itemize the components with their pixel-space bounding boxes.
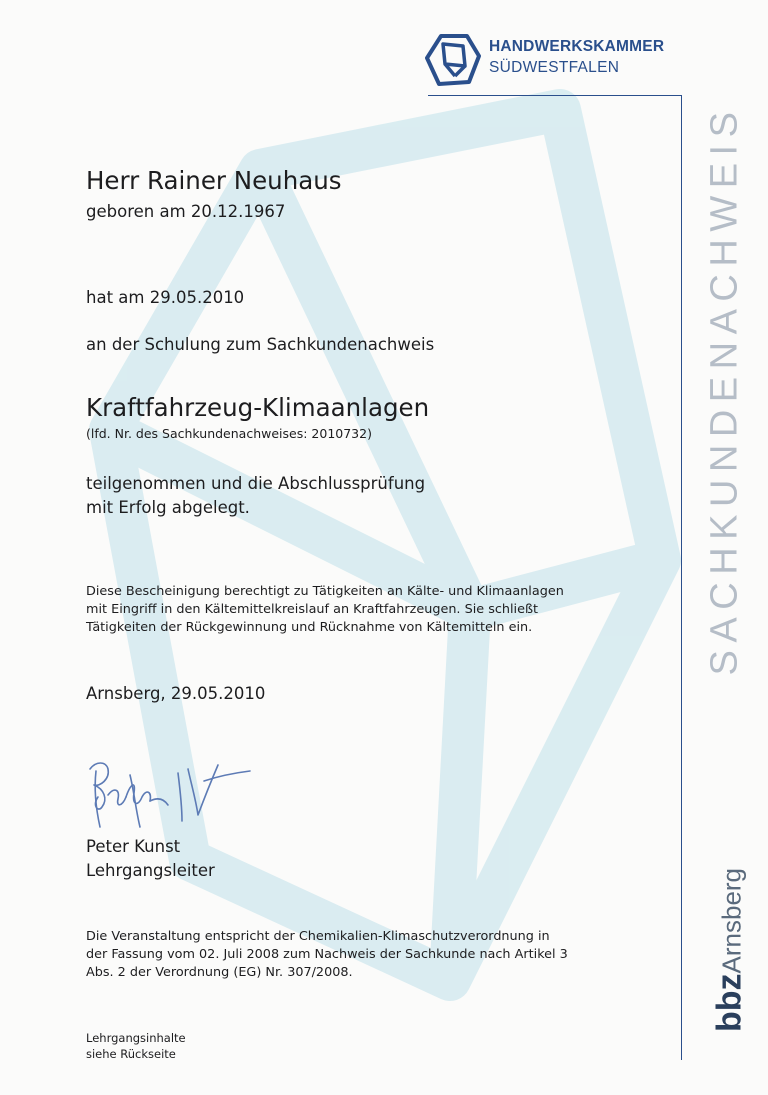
contents-line: siehe Rückseite [86, 1047, 176, 1061]
result-line-2: mit Erfolg abgelegt. [86, 498, 250, 517]
training-date: hat am 29.05.2010 [86, 288, 245, 307]
frame-top-line [428, 95, 682, 96]
course-contents-note [86, 1030, 186, 1062]
reference-number: (lfd. Nr. des Sachkundenachweises: 2010732) [86, 426, 372, 441]
birth-date: geboren am 20.12.1967 [86, 202, 286, 221]
course-line: an der Schulung zum Sachkundenachweis [86, 335, 435, 354]
place-and-date: Arnsberg, 29.05.2010 [86, 684, 266, 703]
org-name-line1: HANDWERKSKAMMER [489, 38, 665, 55]
recipient-name: Herr Rainer Neuhaus [86, 166, 342, 195]
chamber-emblem-icon [425, 32, 481, 88]
permission-line: Tätigkeiten der Rückgewinnung und Rücknahme von Kältemitteln ein. [86, 620, 533, 635]
bbz-logo-text: Arnsberg [716, 867, 747, 974]
frame-vertical-line [681, 95, 682, 1060]
permission-line: mit Eingriff in den Kältemittelkreislauf an Kraftfahrzeugen. Sie schließt [86, 602, 539, 617]
regulation-paragraph [86, 928, 568, 982]
subject-title: Kraftfahrzeug-Klimaanlagen [86, 393, 430, 422]
contents-line: Lehrgangsinhalte [86, 1031, 186, 1045]
bbz-logo-bold: bbz [710, 973, 749, 1033]
signer-role: Lehrgangsleiter [86, 861, 215, 880]
vertical-title-text: SACHKUNDENACHWEIS [703, 104, 746, 676]
chamber-logo [425, 32, 685, 92]
permission-line: Diese Bescheinigung berechtigt zu Tätigkeiten an Kälte- und Klimaanlagen [86, 584, 564, 599]
bbz-logo [700, 840, 760, 1060]
result-line-1: teilgenommen und die Abschlussprüfung [86, 474, 426, 493]
handwritten-signature [78, 735, 278, 835]
permission-paragraph [86, 583, 564, 637]
regulation-line: Die Veranstaltung entspricht der Chemikalien-Klimaschutzverordnung in [86, 929, 550, 944]
org-name-line2: SÜDWESTFALEN [489, 59, 620, 76]
regulation-line: der Fassung vom 02. Juli 2008 zum Nachweis der Sachkunde nach Artikel 3 [86, 947, 568, 962]
vertical-title [690, 100, 760, 680]
regulation-line: Abs. 2 der Verordnung (EG) Nr. 307/2008. [86, 965, 353, 980]
signer-name: Peter Kunst [86, 837, 181, 856]
